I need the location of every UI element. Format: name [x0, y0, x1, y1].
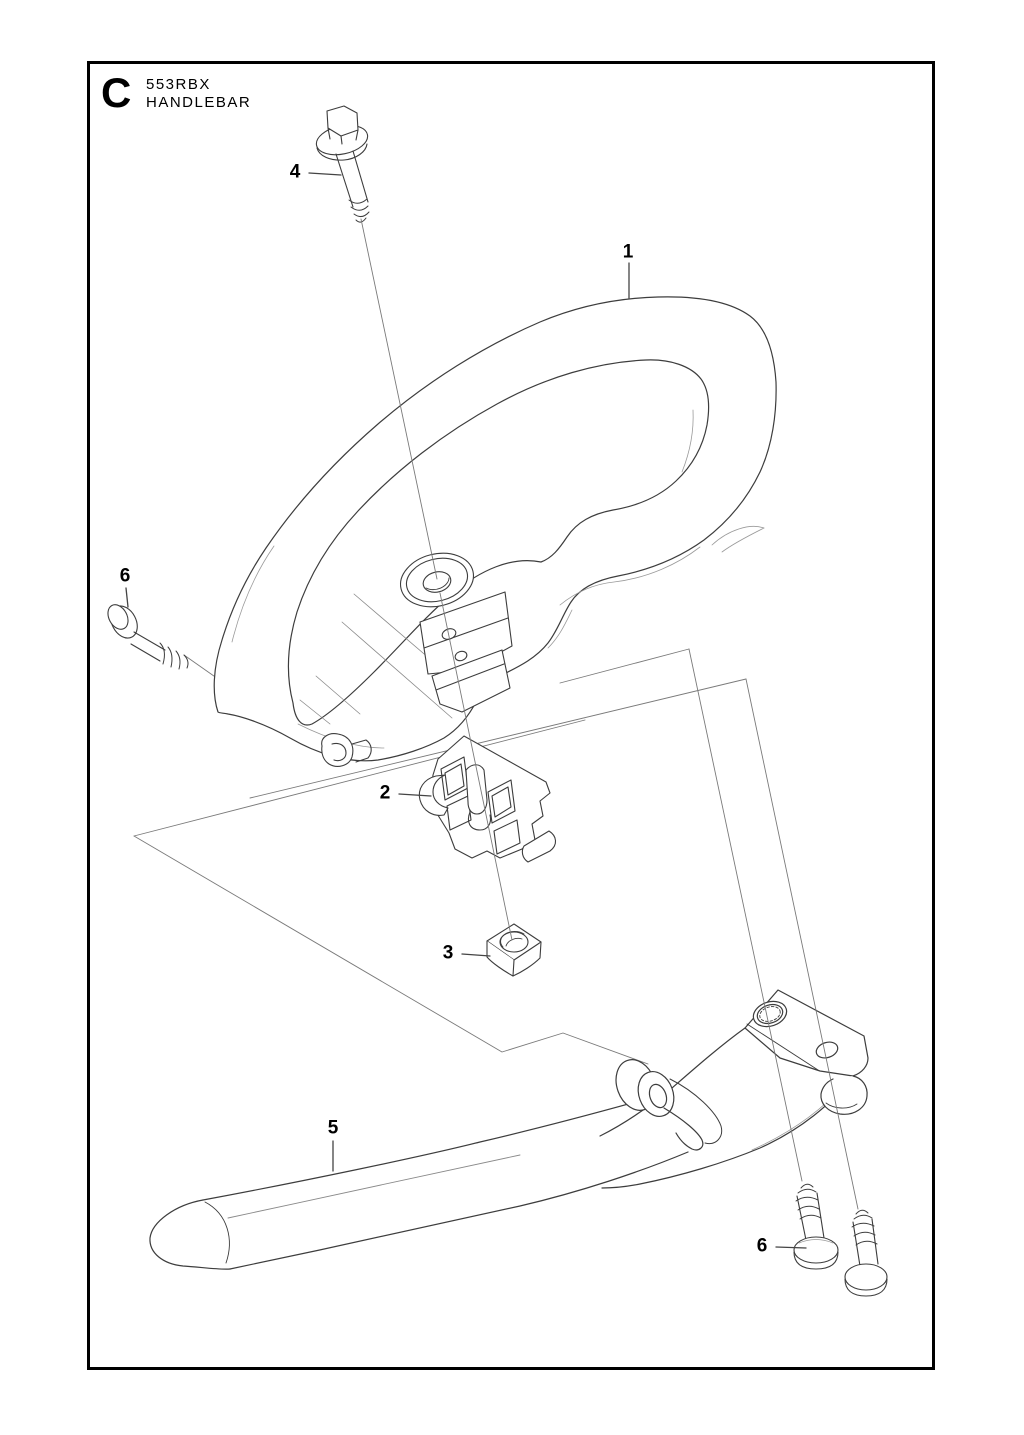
part-4-flange-bolt — [314, 106, 371, 222]
page-title: HANDLEBAR — [146, 94, 252, 111]
callout-4: 4 — [289, 161, 301, 183]
part-2-clamp — [419, 736, 555, 862]
callout-3: 3 — [442, 942, 454, 964]
part-6-screws-bottom — [794, 1184, 887, 1296]
part-1-loop-handle — [214, 297, 776, 767]
callout-1: 1 — [622, 241, 634, 263]
callout-5: 5 — [327, 1117, 339, 1139]
section-letter: C — [101, 69, 132, 116]
part-5-lower-handlebar — [150, 990, 868, 1269]
part-6-screw-left — [104, 601, 188, 669]
model-number: 553RBX — [146, 76, 211, 93]
callout-6-right: 6 — [756, 1235, 768, 1257]
part-3-square-nut — [487, 924, 541, 976]
callout-2: 2 — [379, 782, 391, 804]
callout-6-left: 6 — [119, 565, 131, 587]
